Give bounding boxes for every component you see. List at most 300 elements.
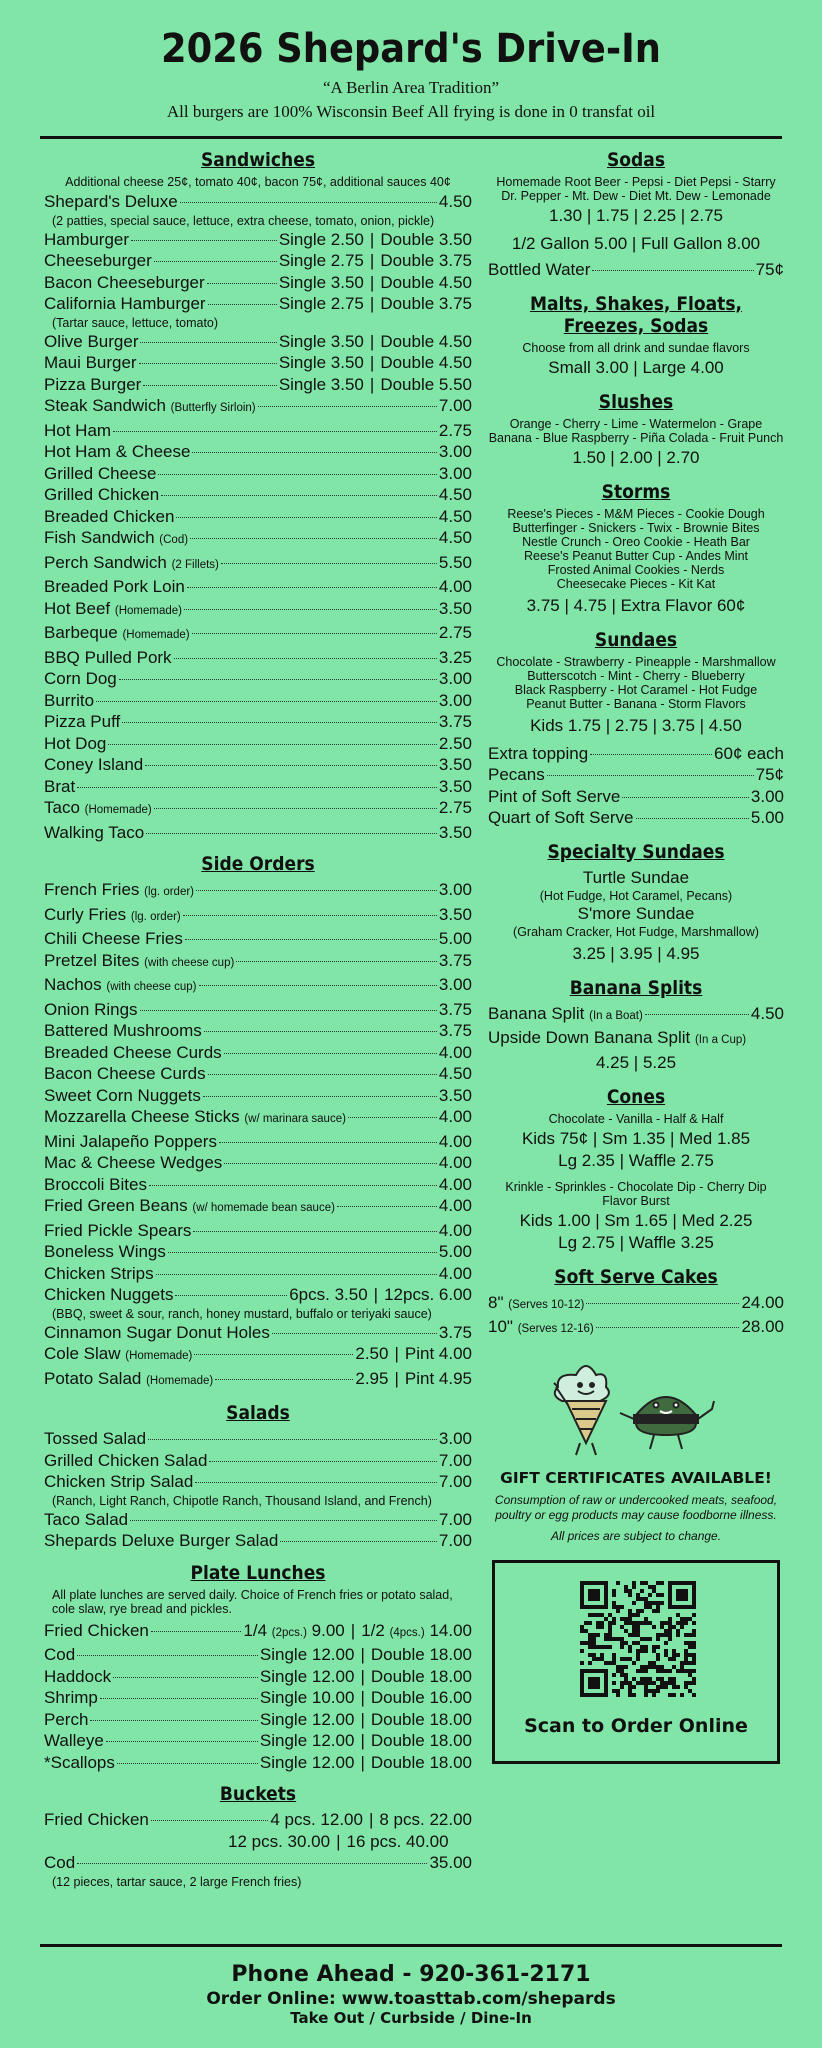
menu-item-side (44, 1063, 472, 1085)
menu-item-sandwich (44, 506, 472, 528)
item-price-double: Double 4.50 (380, 272, 472, 292)
leader-dots (183, 915, 437, 916)
menu-item-side (44, 1042, 472, 1064)
item-price: 2.75 (438, 798, 472, 817)
menu-item-cake (488, 1316, 784, 1341)
leader-dots (77, 1863, 427, 1864)
item-name: Pizza Burger (44, 374, 142, 394)
item-price: 3.50 (438, 904, 472, 924)
specialty-price: 4.95 (666, 943, 700, 963)
item-name: Barbeque (44, 623, 118, 642)
cone-price: Med 1.85 (679, 1128, 751, 1148)
large-price: Large 4.00 (642, 357, 724, 377)
item-name: *Scallops (44, 1752, 115, 1772)
leader-dots (119, 679, 437, 680)
item-name: BBQ Pulled Pork (44, 647, 172, 667)
storm-price: 3.75 (526, 595, 560, 615)
item-price: 4.00 (438, 1220, 472, 1240)
item-price: 3.25 (438, 647, 472, 667)
item-price-double: Double 4.50 (380, 331, 472, 351)
menu-item-plate-lunch (44, 1644, 472, 1666)
item-price: 7.00 (438, 396, 472, 415)
item-price: 5.00 (438, 1242, 472, 1261)
item-name: Mozzarella Cheese Sticks (44, 1107, 240, 1126)
item-name: Hot Ham & Cheese (44, 442, 191, 461)
item-name: Breaded Cheese Curds (44, 1042, 222, 1062)
leader-dots (636, 818, 749, 819)
california-note: (Tartar sauce, lettuce, tomato) (52, 315, 219, 330)
leader-dots (140, 342, 276, 343)
cone-prices-row1: Kids 75¢ | Sm 1.35 | Med 1.85 (521, 1128, 751, 1148)
item-name: Walking Taco (44, 822, 145, 842)
section-title-soft-serve-cakes: Soft Serve Cakes (554, 1265, 718, 1288)
item-name: Mac & Cheese Wedges (44, 1153, 223, 1172)
menu-item-sandwich (44, 576, 472, 598)
item-price-double: Double 3.75 (380, 251, 472, 270)
item-sub: (In a Cup) (694, 1034, 747, 1046)
prices-note: All prices are subject to change. (550, 1528, 722, 1543)
item-sub: (with cheese cup) (144, 956, 235, 969)
menu-item-sandwich (44, 797, 472, 822)
specialty-prices: 3.25 | 3.95 | 4.95 (572, 943, 700, 963)
soda-price: 2.75 (689, 206, 723, 225)
storm-prices: 3.75 | 4.75 | Extra Flavor 60¢ (526, 595, 746, 615)
soda-flavors: Homemade Root Beer - Pepsi - Diet Pepsi - Starry Dr. Pepper - Mt. Dew - Diet Mt. Dew - Lemonade (496, 175, 776, 203)
price-separator: | (360, 1688, 365, 1707)
item-name: Cod (44, 1645, 76, 1664)
item-price: 3.50 (438, 776, 472, 796)
item-price: 5.50 (438, 552, 472, 572)
item-price: 4.50 (750, 1003, 784, 1023)
section-title-buckets: Buckets (219, 1783, 297, 1805)
item-name: Onion Rings (44, 999, 138, 1019)
item-name: Bottled Water (488, 260, 591, 279)
leader-dots (151, 1631, 242, 1632)
menu-item-sandwich (44, 754, 472, 776)
leader-dots (192, 452, 436, 453)
storm-price: 4.75 (573, 595, 607, 615)
menu-item-sundae-extra (488, 764, 784, 786)
tagline: “A Berlin Area Tradition” (322, 78, 500, 97)
nuggets-sauce-note: (BBQ, sweet & sour, ranch, honey mustard, buffalo or teriyaki sauce) (52, 1306, 432, 1321)
phone-ahead[interactable]: Phone Ahead - 920-361-2171 (231, 1962, 591, 1987)
leader-dots (187, 587, 437, 588)
menu-item-side (44, 1152, 472, 1174)
item-name: Steak Sandwich (44, 396, 166, 415)
leader-dots (236, 961, 437, 962)
upside-price: 5.25 (642, 1052, 677, 1072)
turtle-note: (Hot Fudge, Hot Caramel, Pecans) (539, 888, 733, 903)
item-price: 2.75 (438, 623, 472, 642)
item-name: Breaded Chicken (44, 506, 175, 526)
item-name: Hot Ham (44, 420, 112, 440)
item-price: 3.50 (438, 598, 472, 618)
menu-item-deluxe (44, 191, 472, 213)
leader-dots (154, 808, 437, 809)
sandwich-addons-note: Additional cheese 25¢, tomato 40¢, bacon 75¢, additional sauces 40¢ (65, 175, 451, 189)
storm-flavor-line: Reese's Peanut Butter Cup - Andes Mint (523, 548, 749, 563)
price-separator: | (368, 1810, 374, 1829)
menu-item-sandwich (44, 733, 472, 755)
menu-item-sandwich (44, 420, 472, 442)
leader-dots (224, 1053, 437, 1054)
item-name: 8" (488, 1292, 504, 1312)
item-name: Mini Jalapeño Poppers (44, 1131, 217, 1151)
item-price: 5.00 (438, 929, 472, 948)
qr-code-icon[interactable] (580, 1581, 696, 1697)
leader-dots (174, 658, 437, 659)
leader-dots (645, 1014, 749, 1015)
item-name: Taco Salad (44, 1509, 129, 1529)
section-title-banana-splits: Banana Splits (569, 976, 703, 999)
leader-dots (596, 1327, 740, 1328)
leader-dots (180, 202, 437, 203)
item-name: Shepard's Deluxe (44, 192, 178, 211)
menu-item-sandwich (44, 622, 472, 647)
item-name: Perch Sandwich (44, 552, 167, 572)
item-name: Cinnamon Sugar Donut Holes (44, 1322, 270, 1342)
item-price: 24.00 (741, 1292, 784, 1312)
cone-price: Kids 1.00 (519, 1210, 591, 1230)
item-name: Pizza Puff (44, 712, 121, 731)
item-sub: (2 Fillets) (171, 558, 219, 571)
header-rule (40, 136, 782, 139)
item-sub: (lg. order) (144, 886, 195, 898)
item-name: Fried Chicken (44, 1810, 149, 1829)
leader-dots (139, 363, 277, 364)
slush-prices: 1.50 | 2.00 | 2.70 (572, 447, 700, 467)
item-price: 3.00 (438, 880, 472, 899)
menu-item-burger (44, 293, 472, 315)
leader-dots (215, 1379, 353, 1380)
item-name: California Hamburger (44, 294, 206, 313)
item-price: 2.95 (355, 1368, 389, 1388)
price-separator: | (350, 1620, 356, 1640)
leader-dots (194, 1354, 353, 1355)
menu-item-salad (44, 1428, 472, 1450)
item-price-single: Single 12.00 (259, 1731, 355, 1750)
item-sub: (Serves 10-12) (508, 1298, 585, 1311)
order-online-link[interactable]: Order Online: www.toasttab.com/shepards (206, 1989, 616, 2009)
item-price-single: Single 12.00 (259, 1752, 355, 1772)
item-sub: (Homemade) (84, 804, 152, 816)
menu-item-side (44, 1085, 472, 1107)
leader-dots (190, 538, 437, 539)
price-separator: | (369, 229, 375, 249)
leader-dots (90, 1720, 257, 1721)
soda-price: 1.30 (549, 206, 583, 225)
deluxe-note: (2 patties, special sauce, lettuce, extra cheese, tomato, onion, pickle) (52, 213, 435, 228)
leader-dots (113, 431, 437, 432)
menu-item-banana-split (488, 1003, 784, 1028)
item-price-single: Single 3.50 (278, 272, 364, 292)
leader-dots (207, 283, 277, 284)
menu-item-burger (44, 331, 472, 353)
item-price: 2.75 (438, 420, 472, 440)
menu-item-burger (44, 250, 472, 272)
item-name: Battered Mushrooms (44, 1021, 202, 1040)
item-name: Coney Island (44, 755, 144, 774)
leader-dots (113, 1677, 258, 1678)
cone-price: Lg 2.35 (558, 1150, 615, 1170)
menu-item-burger (44, 352, 472, 374)
storm-flavor-line: Reese's Pieces - M&M Pieces - Cookie Dough (507, 506, 765, 521)
leader-dots (196, 890, 437, 891)
price-separator: | (360, 1709, 365, 1729)
item-name: Grilled Chicken (44, 485, 160, 504)
item-name: Grilled Cheese (44, 463, 157, 483)
menu-item-side (44, 1195, 472, 1220)
leader-dots (184, 609, 437, 610)
item-name: Curly Fries (44, 904, 127, 924)
item-price: 3.75 (438, 1322, 472, 1342)
gallon-prices: 1/2 Gallon 5.00 | Full Gallon 8.00 (511, 234, 761, 253)
sundae-flavor-line: Black Raspberry - Hot Caramel - Hot Fudge (514, 682, 758, 697)
menu-item-sandwich (44, 711, 472, 733)
menu-item-salad (44, 1530, 472, 1552)
item-price: 3.50 (438, 1085, 472, 1105)
item-sub: (with cheese cup) (106, 981, 197, 993)
price-separator: | (373, 1285, 379, 1304)
item-name: Sweet Corn Nuggets (44, 1085, 201, 1105)
dressing-note: (Ranch, Light Ranch, Chipotle Ranch, Thousand Island, and French) (52, 1493, 432, 1508)
leader-dots (131, 240, 277, 241)
price-separator: | (369, 272, 375, 292)
price-separator: | (369, 331, 375, 351)
section-title-freezes: Freezes, Sodas (563, 314, 709, 337)
item-price: 3.00 (438, 669, 472, 688)
item-name: Banana Split (488, 1003, 585, 1023)
item-price: 7.00 (438, 1472, 472, 1491)
item-name: Olive Burger (44, 331, 139, 351)
menu-item-sandwich (44, 463, 472, 485)
item-price: 4.00 (438, 1263, 472, 1283)
item-price: 75¢ (755, 765, 784, 784)
menu-item-sandwich (44, 527, 472, 552)
menu-item-side (44, 999, 472, 1021)
item-sub: (Serves 12-16) (517, 1323, 594, 1335)
item-name: Breaded Pork Loin (44, 577, 185, 596)
item-price: 4.00 (438, 577, 472, 596)
item-sub: (Homemade) (114, 604, 182, 617)
item-price-6pc: 6pcs. 3.50 (289, 1285, 368, 1304)
menu-item-side (44, 950, 472, 975)
item-name: Fish Sandwich (44, 528, 155, 547)
section-title-specialty-sundaes: Specialty Sundaes (547, 840, 725, 863)
leader-dots (143, 385, 276, 386)
price-separator: | (360, 1666, 365, 1686)
item-price-double: Double 5.50 (380, 374, 472, 394)
item-price: 4.50 (438, 506, 472, 526)
menu-item-sandwich (44, 598, 472, 623)
menu-item-side (44, 1263, 472, 1285)
cone-price: Waffle 3.25 (628, 1232, 714, 1252)
menu-item-bucket-chicken-large (44, 1831, 472, 1853)
item-name: Potato Salad (44, 1368, 142, 1388)
menu-item-salad (44, 1450, 472, 1472)
consumption-warning: Consumption of raw or undercooked meats, seafood, poultry or egg products may cause foodborne illness. (494, 1492, 778, 1522)
menu-item-sandwich (44, 668, 472, 690)
leader-dots (106, 1741, 258, 1742)
sundae-prices: Kids 1.75 | 2.75 | 3.75 | 4.50 (530, 715, 742, 735)
cone-dip-flavors: Krinkle - Sprinkles - Chocolate Dip - Cherry Dip Flavor Burst (505, 1179, 767, 1208)
item-name: 10" (488, 1317, 513, 1336)
item-price: 3.50 (438, 755, 472, 774)
menu-item-side (44, 1131, 472, 1153)
item-price: 4.00 (438, 1042, 472, 1062)
item-name: Chicken Nuggets (44, 1285, 174, 1304)
item-price: 3.50 (438, 822, 472, 842)
menu-item-sandwich (44, 484, 472, 506)
leader-dots (592, 270, 753, 271)
menu-item-sandwich (44, 441, 472, 463)
plate-lunch-note: All plate lunches are served daily. Choice of French fries or potato salad, cole slaw, rye bread and pickles. (52, 1587, 453, 1616)
item-name: Chili Cheese Fries (44, 929, 183, 948)
cone-prices-row2: Lg 2.35 | Waffle 2.75 (558, 1150, 714, 1170)
menu-item-potato-salad (44, 1368, 472, 1393)
soda-prices: 1.30 | 1.75 | 2.25 | 2.75 (549, 206, 723, 225)
price-8pc: 8 pcs. 22.00 (379, 1810, 472, 1829)
item-price-single: Single 10.00 (259, 1688, 355, 1707)
leader-dots (208, 304, 277, 305)
quarter-label: 1/4 (243, 1620, 268, 1640)
price-4pc: 4 pcs. 12.00 (270, 1810, 363, 1829)
leader-dots (148, 1439, 437, 1440)
leader-dots (149, 1185, 437, 1186)
section-title-plate-lunches: Plate Lunches (190, 1561, 326, 1584)
leader-dots (221, 563, 437, 564)
storm-flavor-line: Frosted Animal Cookies - Nerds (547, 562, 725, 577)
sundae-flavor-line: Chocolate - Strawberry - Pineapple - Marshmallow (496, 654, 776, 669)
menu-item-donut-holes (44, 1322, 472, 1344)
item-price: 3.75 (438, 950, 472, 970)
menu-item-sundae-extra (488, 743, 784, 765)
item-price: 4.00 (438, 1153, 472, 1172)
menu-item-side (44, 974, 472, 999)
cone-price: Lg 2.75 (558, 1232, 615, 1252)
cone-price: Sm 1.65 (604, 1210, 668, 1230)
price-12pc: 12 pcs. 30.00 (228, 1831, 331, 1851)
item-name: Pretzel Bites (44, 950, 140, 970)
leader-dots (176, 517, 436, 518)
cone-price: Med 2.25 (681, 1210, 753, 1230)
burger-mascot-icon (620, 1397, 714, 1449)
service-modes: Take Out / Curbside / Dine-In (290, 2009, 532, 2027)
menu-item-side (44, 904, 472, 929)
menu-item-cole-slaw (44, 1343, 472, 1368)
item-price: 4.00 (438, 1107, 472, 1126)
leader-dots (175, 1295, 287, 1296)
item-price-double: Double 18.00 (370, 1645, 472, 1664)
leader-dots (140, 1010, 437, 1011)
menu-item-burger (44, 229, 472, 251)
menu-item-sandwich (44, 822, 472, 844)
leader-dots (348, 1117, 437, 1118)
menu-item-nuggets (44, 1284, 472, 1306)
gift-certificates: GIFT CERTIFICATES AVAILABLE! (500, 1468, 772, 1487)
leader-dots (122, 722, 437, 723)
item-name: Pint of Soft Serve (488, 786, 621, 806)
leader-dots (258, 406, 437, 407)
item-name: Hamburger (44, 229, 130, 249)
item-price: 60¢ each (714, 743, 784, 763)
leader-dots (590, 754, 712, 755)
menu-item-side (44, 1174, 472, 1196)
qr-order-box[interactable] (492, 1560, 780, 1764)
leader-dots (192, 633, 437, 634)
leader-dots (208, 1074, 437, 1075)
item-price-single: Single 3.50 (278, 331, 364, 351)
item-price-double: Double 4.50 (380, 353, 472, 372)
storm-extra: Extra Flavor 60¢ (620, 595, 746, 615)
item-price: 3.00 (750, 786, 784, 806)
menu-item-burger (44, 272, 472, 294)
leader-dots (108, 744, 437, 745)
item-name: Boneless Wings (44, 1242, 166, 1261)
item-name: Fried Green Beans (44, 1196, 188, 1215)
item-price: 3.00 (438, 1429, 472, 1448)
item-price: 7.00 (438, 1509, 472, 1529)
right-column (488, 145, 784, 1764)
item-sub: (lg. order) (130, 910, 181, 923)
item-price-single: Single 3.50 (278, 374, 364, 394)
item-sub: (w/ marinara sauce) (244, 1113, 346, 1125)
ice-cream-cone-mascot-icon (554, 1366, 609, 1455)
item-price: 28.00 (741, 1317, 784, 1336)
menu-item-plate-fried-chicken (44, 1620, 472, 1645)
price-separator: | (360, 1752, 365, 1772)
item-name: French Fries (44, 880, 140, 899)
menu-item-plate-lunch (44, 1687, 472, 1709)
item-price-single: Single 2.50 (278, 229, 364, 249)
item-name: Bacon Cheese Curds (44, 1064, 206, 1083)
quarter-sub: (2pcs.) (271, 1626, 307, 1639)
item-name: Taco (44, 798, 80, 817)
footer-rule (40, 1944, 782, 1947)
item-sub: (Butterfly Sirloin) (170, 402, 256, 414)
item-name: Maui Burger (44, 353, 137, 372)
item-price: 3.75 (438, 1021, 472, 1040)
specialty-price: 3.95 (619, 943, 653, 963)
leader-dots (195, 1482, 437, 1483)
leader-dots (154, 261, 277, 262)
menu-item-sundae-extra (488, 786, 784, 808)
item-name: Haddock (44, 1666, 112, 1686)
item-price: 3.00 (438, 975, 472, 994)
leader-dots (151, 1820, 268, 1821)
smore-sundae: S'more Sundae (577, 903, 695, 923)
price-separator: | (369, 353, 375, 372)
price-separator: | (369, 294, 375, 313)
menu-item-side (44, 1106, 472, 1131)
item-price: 4.50 (438, 485, 472, 504)
item-price-12pc: 12pcs. 6.00 (384, 1285, 472, 1304)
item-name: Bacon Cheeseburger (44, 272, 205, 292)
leader-dots (547, 775, 754, 776)
menu-item-sandwich (44, 647, 472, 669)
item-price-single: Single 12.00 (259, 1709, 355, 1729)
menu-item-plate-lunch (44, 1709, 472, 1731)
half-sub: (4pcs.) (389, 1626, 425, 1639)
menu-item-side (44, 1241, 472, 1263)
leader-dots (586, 1303, 739, 1304)
small-price: Small 3.00 (548, 357, 629, 377)
cone-prices-row3: Kids 1.00 | Sm 1.65 | Med 2.25 (519, 1210, 753, 1230)
quarter-price: 9.00 (311, 1620, 345, 1640)
item-price: 4.00 (438, 1131, 472, 1151)
item-price: 3.00 (438, 463, 472, 483)
item-price-double: Double 3.50 (380, 229, 472, 249)
